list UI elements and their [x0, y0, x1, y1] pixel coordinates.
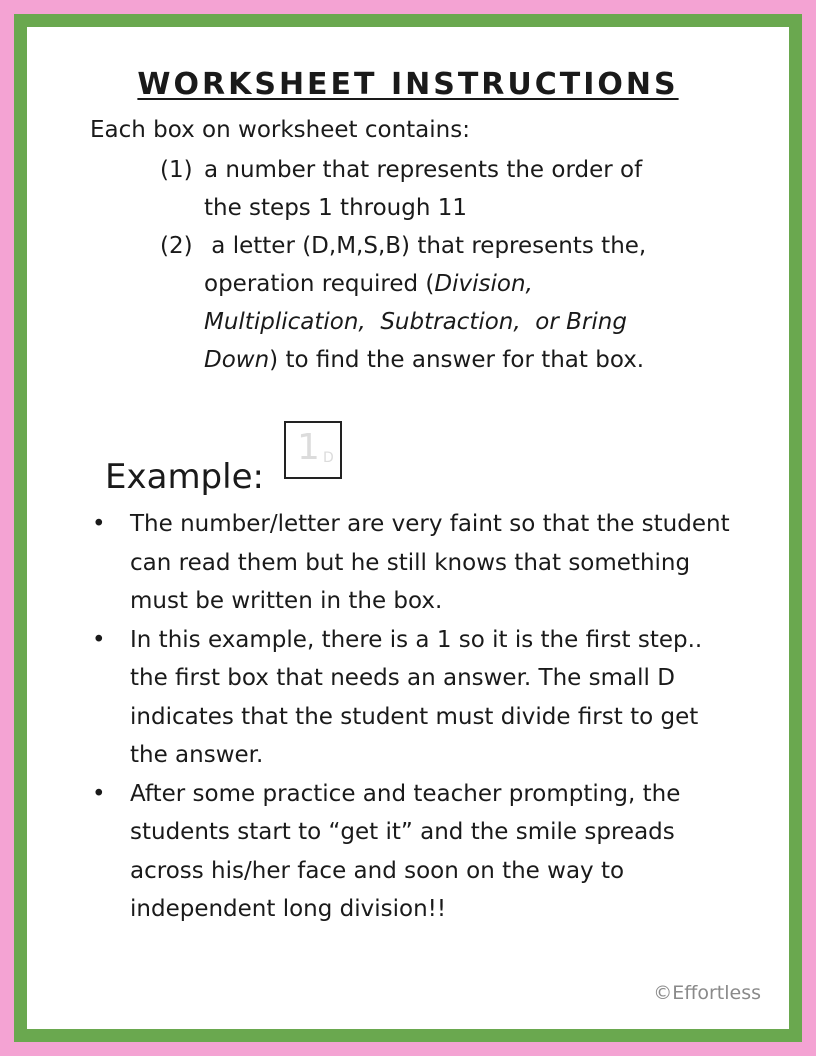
bullet-item: [92, 775, 732, 929]
ordered-item-2: [160, 227, 740, 379]
worksheet-page: [27, 27, 789, 1029]
example-answer-box: [284, 421, 342, 479]
ordered-item-number: (1): [160, 157, 193, 183]
example-operation-letter: D: [323, 450, 334, 466]
ordered-item-number: (2): [160, 233, 193, 259]
bullet-text: In this example, there is a 1 so it is the first step.. the first box that needs an answer. The small D indicates that the student must divide first to get the answer.: [130, 626, 703, 768]
bullet-icon: •: [92, 626, 106, 653]
bullet-icon: •: [92, 511, 106, 537]
ordered-item-1: [160, 151, 740, 227]
ordered-item-line: the steps 1 through 11: [204, 195, 467, 221]
bullet-icon: •: [92, 780, 106, 807]
ordered-item-line: operation required (Division,: [204, 271, 533, 297]
bullet-item: [92, 505, 732, 621]
page-title: WORKSHEET INSTRUCTIONS: [137, 67, 679, 102]
copyright-notice: ©Effortless: [653, 982, 761, 1004]
intro-text: Each box on worksheet contains:: [90, 117, 470, 143]
bullet-item: [92, 621, 732, 775]
bullet-list: [92, 505, 732, 929]
example-label: Example:: [105, 457, 264, 497]
bullet-text: After some practice and teacher prompting, the students start to “get it” and the smile spreads across his/her face and soon on the way to independent long division!!: [130, 780, 681, 922]
ordered-item-line: Multiplication, Subtraction, or Bring: [204, 309, 627, 335]
bullet-text: The number/letter are very faint so that the student can read them but he still knows that something must be written in the box.: [130, 511, 730, 614]
example-step-number: 1: [297, 427, 320, 468]
ordered-item-line: Down) to find the answer for that box.: [204, 347, 645, 373]
ordered-item-line: a number that represents the order of: [204, 157, 643, 183]
ordered-item-line: a letter (D,M,S,B) that represents the,: [204, 233, 647, 259]
